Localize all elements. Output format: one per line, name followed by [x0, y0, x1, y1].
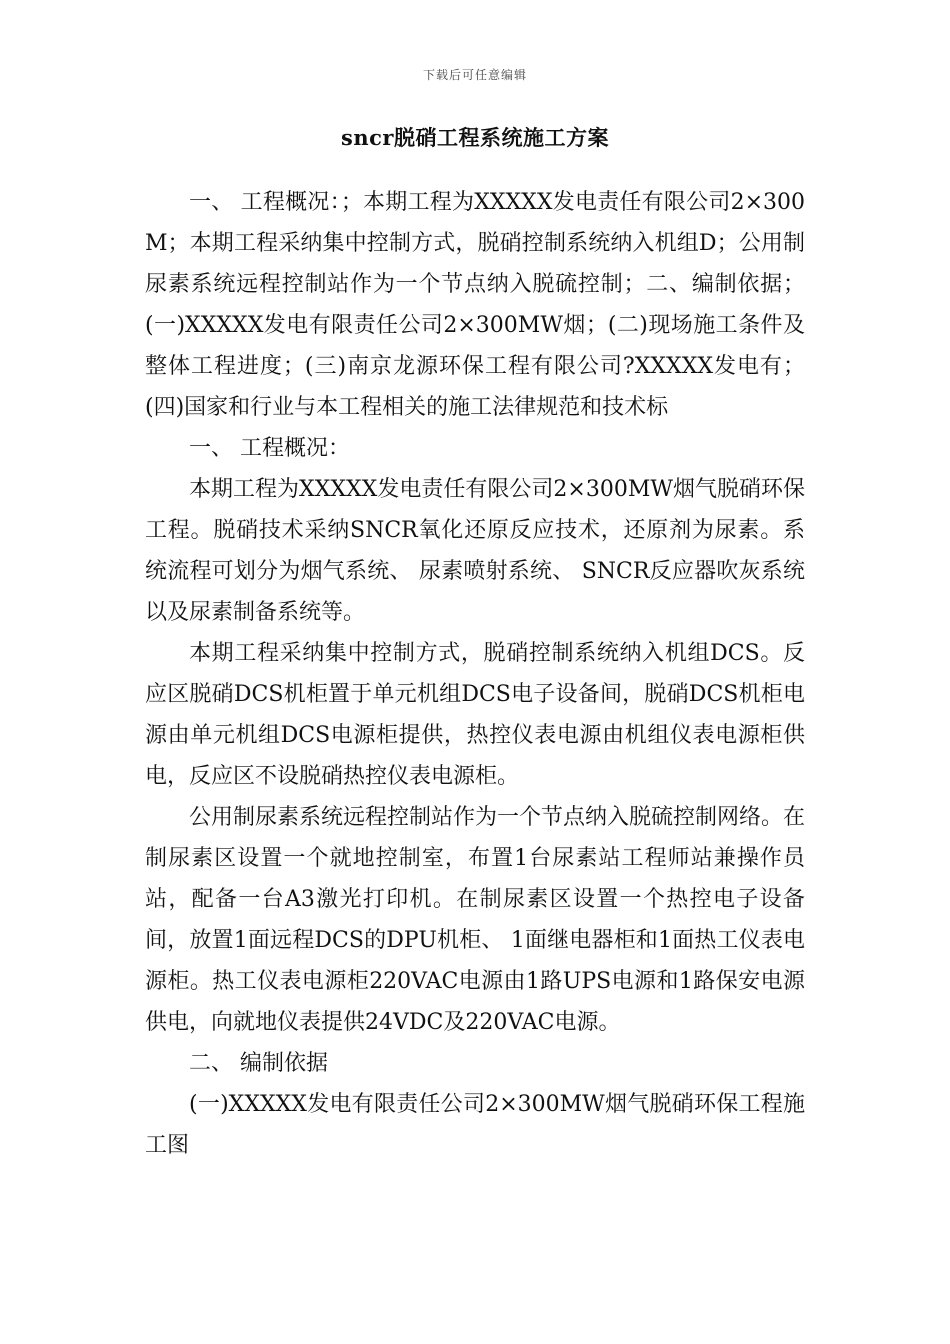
overview-paragraph-3: 公用制尿素系统远程控制站作为一个节点纳入脱硫控制网络。在制尿素区设置一个就地控制室，布置1台尿素站工程师站兼操作员站，配备一台A3激光打印机。在制尿素区设置一个热控电子设备间，放置1面远程DCS的DPU机柜、 1面继电器柜和1面热工仪表电源柜。热工仪表电源柜220VAC电源由1路UPS电源和1路保安电源供电，向就地仪表提供24VDC及220VAC电源。	[145, 805, 806, 1035]
section-heading-basis: 二、 编制依据	[189, 1051, 328, 1076]
document-title: sncr脱硝工程系统施工方案	[341, 125, 609, 150]
basis-item-1: (一)XXXXX发电有限责任公司2×300MW烟气脱硝环保工程施工图	[145, 1092, 805, 1158]
document-body	[145, 182, 805, 1166]
page-header-note: 下载后可任意编辑	[422, 68, 527, 82]
section-heading-overview: 一、 工程概况：	[189, 436, 350, 461]
overview-paragraph-2: 本期工程采纳集中控制方式，脱硝控制系统纳入机组DCS。反应区脱硝DCS机柜置于单元机组DCS电子设备间，脱硝DCS机柜电源由单元机组DCS电源柜提供，热控仪表电源由机组仪表电源柜供电，反应区不设脱硝热控仪表电源柜。	[145, 641, 805, 789]
summary-paragraph: 一、 工程概况：；本期工程为XXXXX发电责任有限公司2×300M；本期工程采纳集中控制方式，脱硝控制系统纳入机组D；公用制尿素系统远程控制站作为一个节点纳入脱硫控制；二、编制依据；(一)XXXXX发电有限责任公司2×300MW烟；(二)现场施工条件及整体工程进度；(三)南京龙源环保工程有限公司?XXXXX发电有；(四)国家和行业与本工程相关的施工法律规范和技术标	[145, 190, 805, 420]
overview-paragraph-1: 本期工程为XXXXX发电责任有限公司2×300MW烟气脱硝环保工程。脱硝技术采纳SNCR氧化还原反应技术，还原剂为尿素。系统流程可划分为烟气系统、 尿素喷射系统、 SNCR反应器吹灰系统以及尿素制备系统等。	[145, 477, 805, 625]
